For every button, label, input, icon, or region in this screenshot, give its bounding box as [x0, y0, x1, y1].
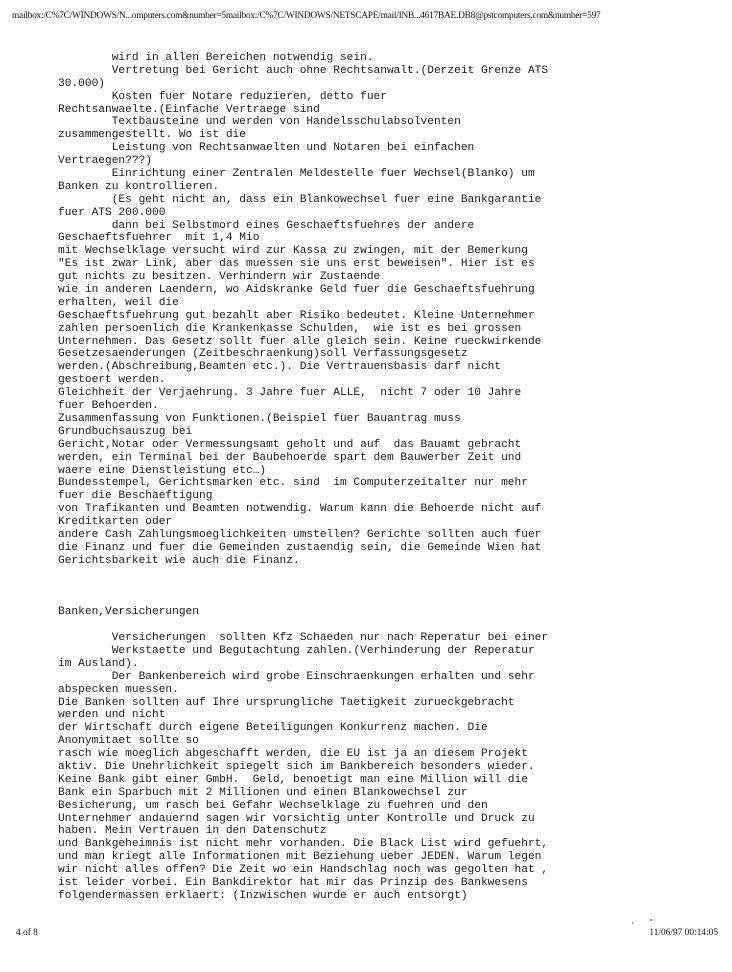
text-line: Anonymitaet sollte so [58, 735, 199, 748]
text-line: zusammengestellt. Wo ist die [58, 129, 246, 142]
text-line: Vertretung bei Gericht auch ohne Rechtsanwalt.(Derzeit Grenze ATS [58, 64, 549, 77]
text-line: mit Wechselklage versucht wird zur Kassa zu zwingen, mit der Bemerkung [58, 245, 528, 258]
text-line: Werkstaette und Begutachtung zahlen.(Verhinderung der Reperatur [58, 644, 535, 657]
text-line: Unternehmen. Das Gesetz sollt fuer alle gleich sein. Keine rueckwirkende [58, 335, 542, 348]
text-line: 30.000) [58, 77, 105, 90]
scan-speck [632, 922, 633, 924]
blank-line [58, 593, 728, 606]
text-line: (Es geht nicht an, dass ein Blankowechsel fuer eine Bankgarantie [58, 193, 542, 206]
text-line: Versicherungen sollten Kfz Schaeden nur nach Reperatur bei einer [58, 632, 549, 645]
text-line: waere eine Dienstleistung etc…) [58, 464, 267, 477]
text-line: Zusammenfassung von Funktionen.(Beispiel fuer Bauantrag muss [58, 412, 461, 425]
text-line: Der Bankenbereich wird grobe Einschraenkungen erhalten und sehr [58, 670, 535, 683]
text-line: Bank ein Sparbuch mit 2 Millionen und einen Blankowechsel zur [58, 786, 468, 799]
text-line: im Ausland). [58, 657, 139, 670]
text-line: haben. Mein Vertrauen in den Datenschutz [58, 825, 327, 838]
text-line: fuer ATS 200.000 [58, 206, 166, 219]
text-line: wie in anderen Laendern, wo Aidskranke Geld fuer die Geschaeftsfuehrung [58, 284, 535, 297]
document-body [58, 52, 728, 903]
text-line: Kosten fuer Notare reduzieren, detto fuer [58, 90, 387, 103]
text-line: Besicherung, um rasch bei Gefahr Wechselklage zu fuehren und den [58, 799, 488, 812]
text-line: werden und nicht [58, 709, 166, 722]
text-line: Grundbuchsauszug bei [58, 425, 193, 438]
text-line: fuer die Beschaeftigung [58, 490, 213, 503]
text-line: werden.(Abschreibung,Beamten etc.). Die Vertrauensbasis darf nicht [58, 361, 502, 374]
text-line: Rechtsanwaelte.(Einfache Vertraege sind [58, 103, 320, 116]
print-timestamp: 11/06/97 00:14:05 [649, 928, 718, 938]
text-line: erhalten, weil die [58, 296, 179, 309]
text-line: Keine Bank gibt einer GmbH. Geld, benoetigt man eine Million will die [58, 773, 528, 786]
text-line: abspecken muessen. [58, 683, 179, 696]
text-line: fuer Behoerden. [58, 400, 159, 413]
text-line: Gleichheit der Verjaehrung. 3 Jahre fuer ALLE, nicht 7 oder 10 Jahre [58, 387, 522, 400]
text-line: werden, ein Terminal bei der Baubehoerde spart dem Bauwerber Zeit und [58, 451, 522, 464]
text-line: Unternehmer andauernd sagen wir vorsichtig unter Kontrolle und Druck zu [58, 812, 535, 825]
text-line: und Bankgeheimnis ist nicht mehr vorhanden. Die Black List wird gefuehrt, [58, 838, 549, 851]
text-line: wird in allen Bereichen notwendig sein. [58, 52, 374, 64]
page-number: 4 of 8 [16, 928, 38, 938]
text-line: zahlen persoenlich die Krankenkasse Schulden, wie ist es bei grossen [58, 322, 522, 335]
text-line: Geschaeftsfuehrer mit 1,4 Mio [58, 232, 260, 245]
blank-line [58, 581, 728, 594]
text-line: der Wirtschaft durch eigene Beteiligungen Konkurrenz machen. Die [58, 722, 488, 735]
text-line: Kreditkarten oder [58, 516, 173, 529]
text-line: Gerichtsbarkeit wie auch die Finanz. [58, 554, 300, 567]
text-line: Vertraegen???) [58, 155, 152, 168]
text-line: Banken,Versicherungen [58, 606, 199, 619]
text-line: Die Banken sollten auf Ihre ursprungliche Taetigkeit zurueckgebracht [58, 696, 515, 709]
text-line: und man kriegt alle Informationen mit Beziehung ueber JEDEN. Warum legen [58, 851, 542, 864]
text-line: "Es ist zwar Link, aber das muessen sie uns erst beweisen". Hier ist es [58, 258, 535, 271]
text-line: gestoert werden. [58, 374, 166, 387]
text-line: dann bei Selbstmord eines Geschaeftsfuehres der andere [58, 219, 475, 232]
blank-line [58, 619, 728, 632]
text-line: andere Cash Zahlungsmoeglichkeiten umstellen? Gerichte sollten auch fuer [58, 528, 542, 541]
text-line: die Finanz und fuer die Gemeinden zustaendig sein, die Gemeinde Wien hat [58, 541, 542, 554]
text-line: ist leider vorbei. Ein Bankdirektor hat mir das Prinzip des Bankwesens [58, 877, 528, 889]
print-header-url: mailbox:/C%7C/WINDOWS/N...omputers.com&number=5mailbox:/C%7C/WINDOWS/NETSCAPE/mail/INB...4617BAE.DB8@pstcomputers.com&number=597 [12, 11, 601, 21]
text-line: Einrichtung einer Zentralen Meldestelle fuer Wechsel(Blanko) um [58, 168, 535, 181]
text-line: folgendermassen erklaert: (Inzwischen wurde er auch entsorgt) [58, 889, 468, 902]
text-line: wir nicht alles offen? Die Zeit wo ein Handschlag noch was gegolten hat , [58, 864, 549, 877]
text-line: Geschaeftsfuehrung gut bezahlt aber Risiko bedeutet. Kleine Unternehmer [58, 309, 535, 322]
text-line: Leistung von Rechtsanwaelten und Notaren bei einfachen [58, 142, 475, 155]
text-line: Gesetzesaenderungen (Zeitbeschraenkung)soll Verfassungsgesetz [58, 348, 468, 361]
text-line: gut nichts zu besitzen. Verhindern wir Zustaende [58, 271, 381, 284]
text-line: aktiv. Die Unehrlichkeit spiegelt sich im Bankbereich besonders wieder. [58, 760, 535, 773]
text-line: von Trafikanten und Beamten notwendig. Warum kann die Behoerde nicht auf [58, 503, 542, 516]
text-line: Textbausteine und werden von Handelsschulabsolventen [58, 116, 461, 129]
text-line: rasch wie moeglich abgeschafft werden, die EU ist ja an diesem Projekt [58, 748, 528, 761]
text-line: Bundesstempel, Gerichtsmarken etc. sind im Computerzeitalter nur mehr [58, 477, 528, 490]
scan-speck [650, 919, 652, 921]
text-line: Gericht,Notar oder Vermessungsamt geholt und auf das Bauamt gebracht [58, 438, 522, 451]
text-line: Banken zu kontrollieren. [58, 180, 220, 193]
blank-line [58, 568, 728, 581]
